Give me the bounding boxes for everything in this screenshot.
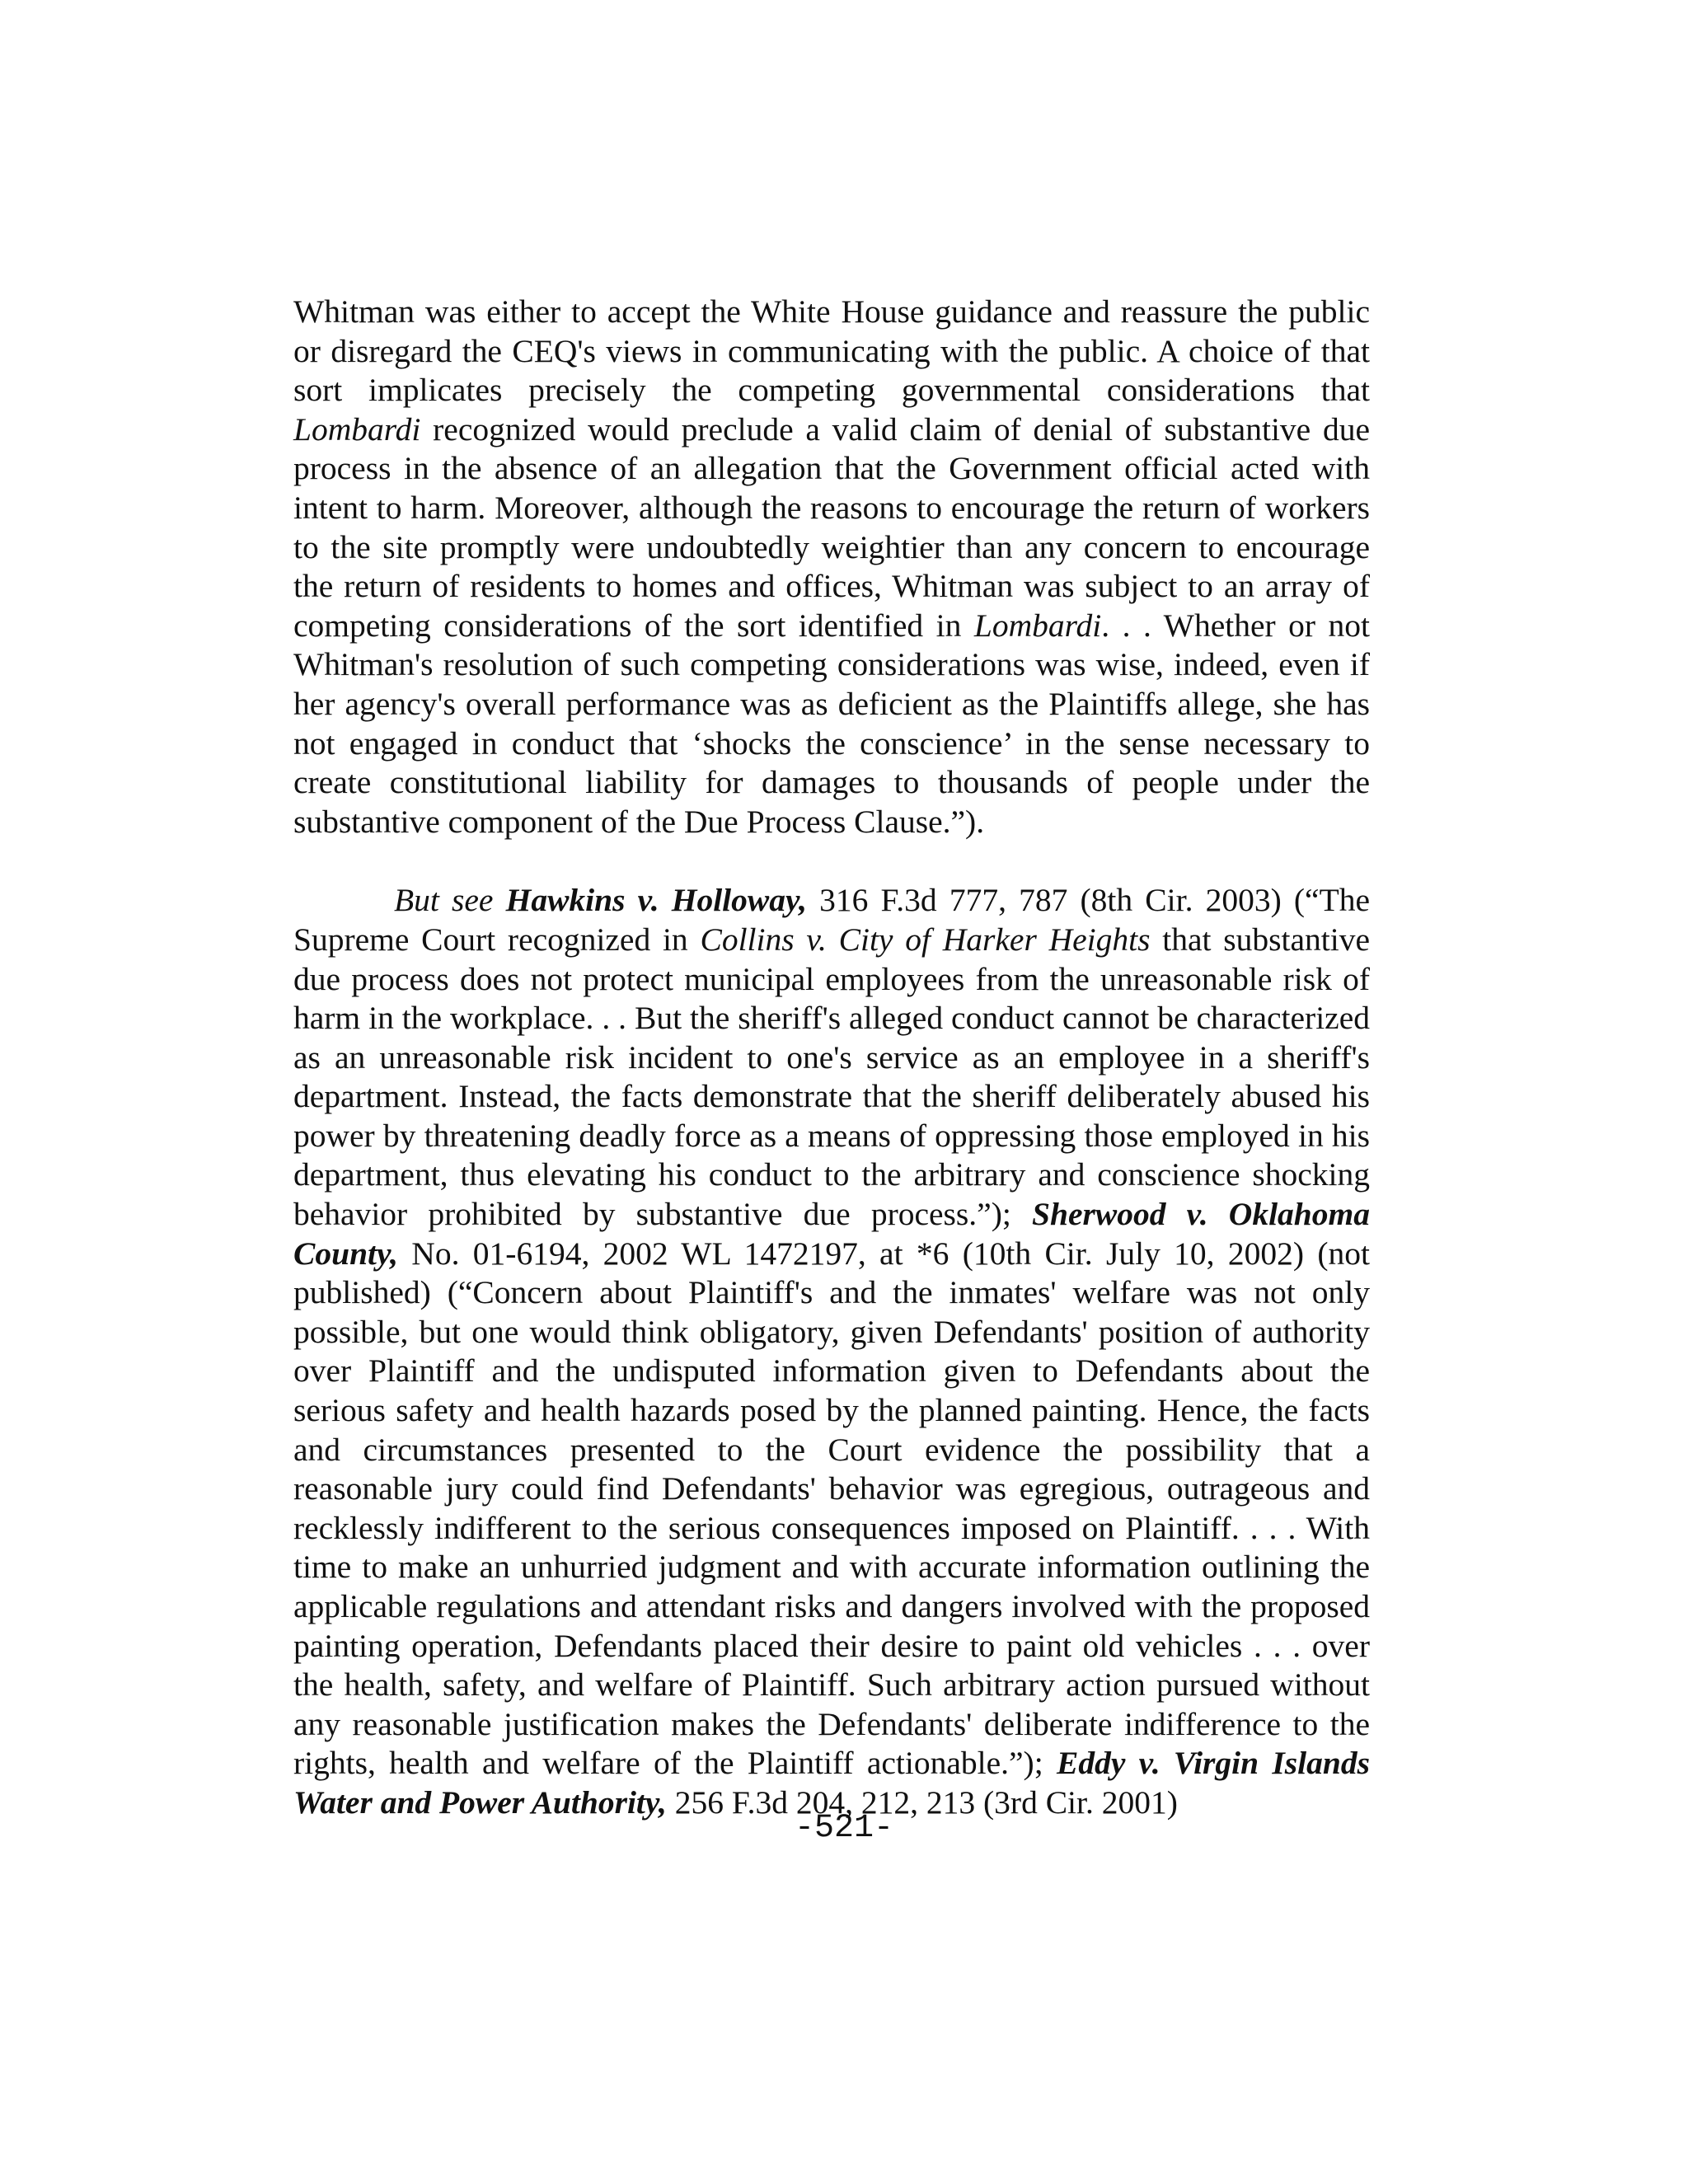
text-run: Hawkins v. Holloway, (505, 882, 807, 919)
text-run: Sherwood v. Oklahoma County, (293, 1196, 1371, 1272)
text-run: recognized would preclude a valid claim of denial of substantive due process in the absence of an allegation that the Government official acted with intent to harm. Moreover, although the reasons to encourage the return of workers to the site promptly were undoubtedly weightier than any concern to encourage the return of residents to homes and offices, Whitman was subject to an array of competing considerations of the sort identified in (293, 410, 1370, 644)
paragraph-2 (293, 881, 1370, 1822)
text-run: 316 F.3d 777, 787 (8th Cir. 2003) (“The Supreme Court recognized in (293, 882, 1371, 958)
paragraph-1 (293, 293, 1370, 841)
text-run: Lombardi (973, 607, 1102, 644)
text-run: 256 F.3d 204, 212, 213 (3rd Cir. 2001) (666, 1783, 1178, 1821)
text-run: No. 01-6194, 2002 WL 1472197, at *6 (10th Cir. July 10, 2002) (not published) (“Concern about Plaintiff's and the inmates' welfare was not only possible, but one would think obligatory, given Defendants' position of authority over Plaintiff and the undisputed information given to Defendants about the serious safety and health hazards posed by the planned painting. Hence, the facts and circumstances presented to the Court evidence the possibility that a reasonable jury could find Defendants' behavior was egregious, outrageous and recklessly indifferent to the serious consequences imposed on Plaintiff. . . . With time to make an unhurried judgment and with accurate information outlining the applicable regulations and attendant risks and dangers involved with the proposed painting operation, Defendants placed their desire to paint old vehicles . . . over the health, safety, and welfare of Plaintiff. Such arbitrary action pursued without any reasonable justification makes the Defendants' deliberate indifference to the rights, health and welfare of the Plaintiff actionable.”); (293, 1235, 1370, 1782)
text-run: Lombardi (293, 410, 421, 448)
text-run: Eddy v. Virgin Islands Water and Power Authority, (293, 1745, 1370, 1821)
text-run (493, 882, 505, 918)
text-run: Whitman was either to accept the White House guidance and reassure the public or disregard the CEQ's views in communicating with the public. A choice of that sort implicates precisely the competing governmental considerations that (293, 293, 1370, 409)
text-run: . . . Whether or not Whitman's resolution of such competing considerations was wise, indeed, even if her agency's overall performance was as deficient as the Plaintiffs allege, she has not engaged in conduct that ‘shocks the conscience’ in the sense necessary to create constitutional liability for damages to thousands of people under the substantive component of the Due Process Clause.”). (293, 607, 1371, 840)
text-run: that substantive due process does not protect municipal employees from the unreasonable risk of harm in the workplace. . . But the sheriff's alleged conduct cannot be characterized as an unreasonable risk incident to one's service as an employee in a sheriff's department. Instead, the facts demonstrate that the sheriff deliberately abused his power by threatening deadly force as a means of oppressing those employed in his department, thus elevating his conduct to the arbitrary and conscience shocking behavior prohibited by substantive due process.”); (293, 921, 1370, 1233)
text-run: Collins v. City of Harker Heights (700, 921, 1151, 958)
page-number: -521- (794, 1810, 894, 1847)
document-body (293, 293, 1370, 1823)
text-run: But see (394, 882, 494, 919)
